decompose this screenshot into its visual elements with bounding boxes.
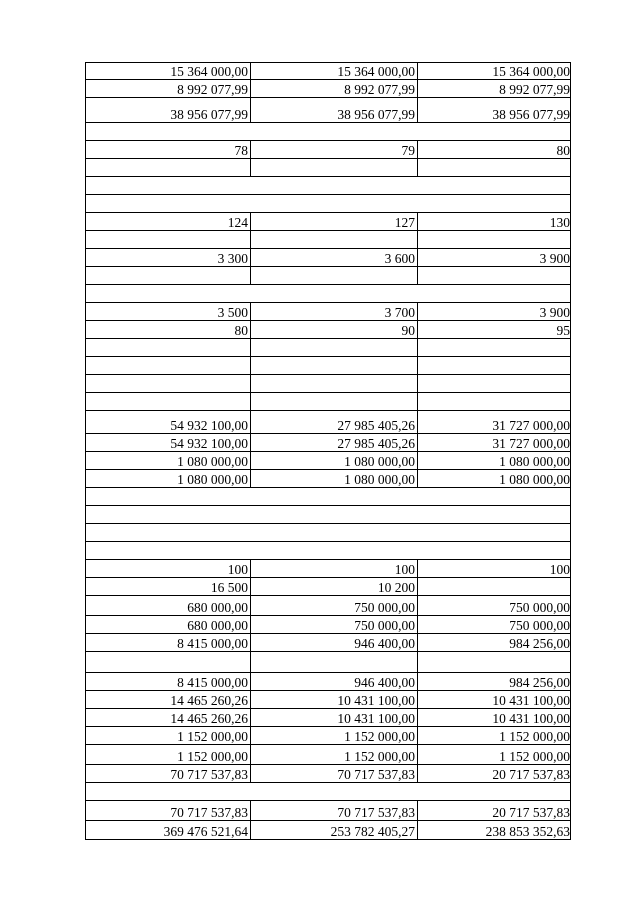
table-cell: 54 932 100,00	[86, 411, 251, 433]
table-cell	[86, 393, 251, 410]
table-row	[85, 800, 571, 820]
table-cell: 20 717 537,83	[492, 766, 570, 782]
table-row	[85, 122, 571, 140]
table-cell: 80	[556, 142, 570, 158]
table-cell: 750 000,00	[251, 596, 418, 615]
table-cell: 1 152 000,00	[499, 728, 570, 744]
table-row	[85, 194, 571, 212]
table-cell: 95	[556, 322, 570, 338]
table-cell: 1 080 000,00	[86, 452, 251, 469]
table-cell: 3 900	[539, 250, 570, 266]
table-row	[85, 338, 571, 356]
table-cell: 80	[86, 321, 251, 338]
table-row	[85, 615, 571, 633]
table-row	[85, 158, 571, 176]
table-cell: 54 932 100,00	[86, 434, 251, 451]
table-row	[85, 248, 571, 266]
table-cell	[418, 339, 572, 356]
table-cell	[418, 159, 572, 176]
table-row	[85, 176, 571, 194]
table-row	[85, 212, 571, 230]
table-cell	[86, 652, 251, 672]
table-cell	[418, 578, 572, 595]
table-row	[85, 764, 571, 782]
table-row	[85, 559, 571, 577]
table-row	[85, 451, 571, 469]
table-cell: 1 152 000,00	[251, 745, 418, 764]
table-row	[85, 374, 571, 392]
table-row	[85, 230, 571, 248]
table-cell: 38 956 077,99	[492, 106, 570, 122]
table-cell: 8 992 077,99	[499, 81, 570, 97]
table-cell: 1 152 000,00	[86, 727, 251, 744]
table-cell: 10 431 100,00	[492, 692, 570, 708]
table-cell: 946 400,00	[251, 634, 418, 651]
table-cell	[251, 339, 418, 356]
table-cell: 8 415 000,00	[86, 673, 251, 690]
table-cell: 27 985 405,26	[251, 411, 418, 433]
table-cell: 14 465 260,26	[86, 709, 251, 726]
table-cell: 10 431 100,00	[492, 710, 570, 726]
table-cell: 946 400,00	[251, 673, 418, 690]
table-cell: 100	[251, 560, 418, 577]
table-cell	[86, 375, 251, 392]
table-cell: 10 200	[251, 578, 418, 595]
table-cell: 79	[251, 141, 418, 158]
table-cell: 3 700	[251, 303, 418, 320]
table-cell: 38 956 077,99	[86, 98, 251, 122]
table-cell: 100	[86, 560, 251, 577]
table-cell: 27 985 405,26	[251, 434, 418, 451]
table-cell: 750 000,00	[509, 599, 570, 615]
table-cell	[251, 159, 418, 176]
table-cell	[86, 267, 251, 284]
table-cell: 680 000,00	[86, 596, 251, 615]
table-cell: 750 000,00	[509, 617, 570, 633]
table-cell: 1 080 000,00	[251, 470, 418, 487]
table-cell	[251, 375, 418, 392]
table-cell: 680 000,00	[86, 616, 251, 633]
table-cell: 90	[251, 321, 418, 338]
table-cell: 1 152 000,00	[499, 748, 570, 764]
table-cell	[86, 339, 251, 356]
table-row	[85, 356, 571, 374]
table-cell: 1 080 000,00	[251, 452, 418, 469]
table-row	[85, 79, 571, 97]
table-row	[85, 487, 571, 505]
table-row	[85, 595, 571, 615]
table-cell: 1 152 000,00	[251, 727, 418, 744]
table-row	[85, 320, 571, 338]
table-cell	[418, 652, 572, 672]
table-cell	[418, 231, 572, 248]
table-cell: 70 717 537,83	[86, 765, 251, 782]
table-row	[85, 541, 571, 559]
table-row	[85, 284, 571, 302]
table-cell	[251, 231, 418, 248]
table-cell: 1 080 000,00	[499, 453, 570, 469]
table-cell	[251, 652, 418, 672]
table-row	[85, 651, 571, 672]
table-row	[85, 577, 571, 595]
table-cell: 31 727 000,00	[492, 417, 570, 433]
table-cell: 10 431 100,00	[251, 691, 418, 708]
table-row	[85, 469, 571, 487]
table-cell: 3 300	[86, 249, 251, 266]
table-row	[85, 302, 571, 320]
table-row	[85, 820, 571, 840]
table-cell	[86, 357, 251, 374]
table-cell: 1 152 000,00	[86, 745, 251, 764]
table-cell: 238 853 352,63	[485, 823, 570, 839]
table-row	[85, 392, 571, 410]
table-cell	[418, 357, 572, 374]
table-row	[85, 708, 571, 726]
table-cell	[86, 159, 251, 176]
table-cell: 750 000,00	[251, 616, 418, 633]
table-cell: 8 992 077,99	[86, 80, 251, 97]
table-row	[85, 672, 571, 690]
table-cell: 16 500	[86, 578, 251, 595]
table-cell	[251, 357, 418, 374]
table-cell: 15 364 000,00	[86, 63, 251, 79]
table-cell	[251, 393, 418, 410]
table-cell: 3 500	[86, 303, 251, 320]
table-cell: 253 782 405,27	[251, 821, 418, 839]
table-cell	[86, 231, 251, 248]
table-cell: 70 717 537,83	[251, 765, 418, 782]
table-cell: 78	[86, 141, 251, 158]
table-cell	[418, 267, 572, 284]
table-row	[85, 726, 571, 744]
table-cell: 8 415 000,00	[86, 634, 251, 651]
table-cell	[251, 267, 418, 284]
table-cell: 38 956 077,99	[251, 98, 418, 122]
table-cell: 3 600	[251, 249, 418, 266]
table-cell: 984 256,00	[509, 635, 570, 651]
table-row	[85, 97, 571, 122]
table-cell: 70 717 537,83	[251, 801, 418, 820]
table-row	[85, 266, 571, 284]
table-cell: 369 476 521,64	[86, 821, 251, 839]
table-cell: 127	[251, 213, 418, 230]
table-cell	[418, 375, 572, 392]
table-cell: 14 465 260,26	[86, 691, 251, 708]
table-cell: 1 080 000,00	[499, 471, 570, 487]
table-row	[85, 410, 571, 433]
table-row	[85, 140, 571, 158]
table-cell: 124	[86, 213, 251, 230]
table-cell: 70 717 537,83	[86, 801, 251, 820]
table-row	[85, 633, 571, 651]
table-row	[85, 744, 571, 764]
table-row	[85, 782, 571, 800]
table-row	[85, 505, 571, 523]
table-row	[85, 523, 571, 541]
table-cell: 8 992 077,99	[251, 80, 418, 97]
table-cell: 15 364 000,00	[492, 63, 570, 79]
table-cell: 984 256,00	[509, 674, 570, 690]
table-cell: 10 431 100,00	[251, 709, 418, 726]
table-cell: 1 080 000,00	[86, 470, 251, 487]
table-row	[85, 433, 571, 451]
table-cell: 15 364 000,00	[251, 63, 418, 79]
table-cell: 100	[549, 561, 570, 577]
table-cell: 130	[549, 214, 570, 230]
table-cell: 3 900	[539, 304, 570, 320]
table-row	[85, 690, 571, 708]
table-cell: 20 717 537,83	[492, 804, 570, 820]
table-row	[85, 62, 571, 79]
table-cell	[418, 393, 572, 410]
table-cell: 31 727 000,00	[492, 435, 570, 451]
